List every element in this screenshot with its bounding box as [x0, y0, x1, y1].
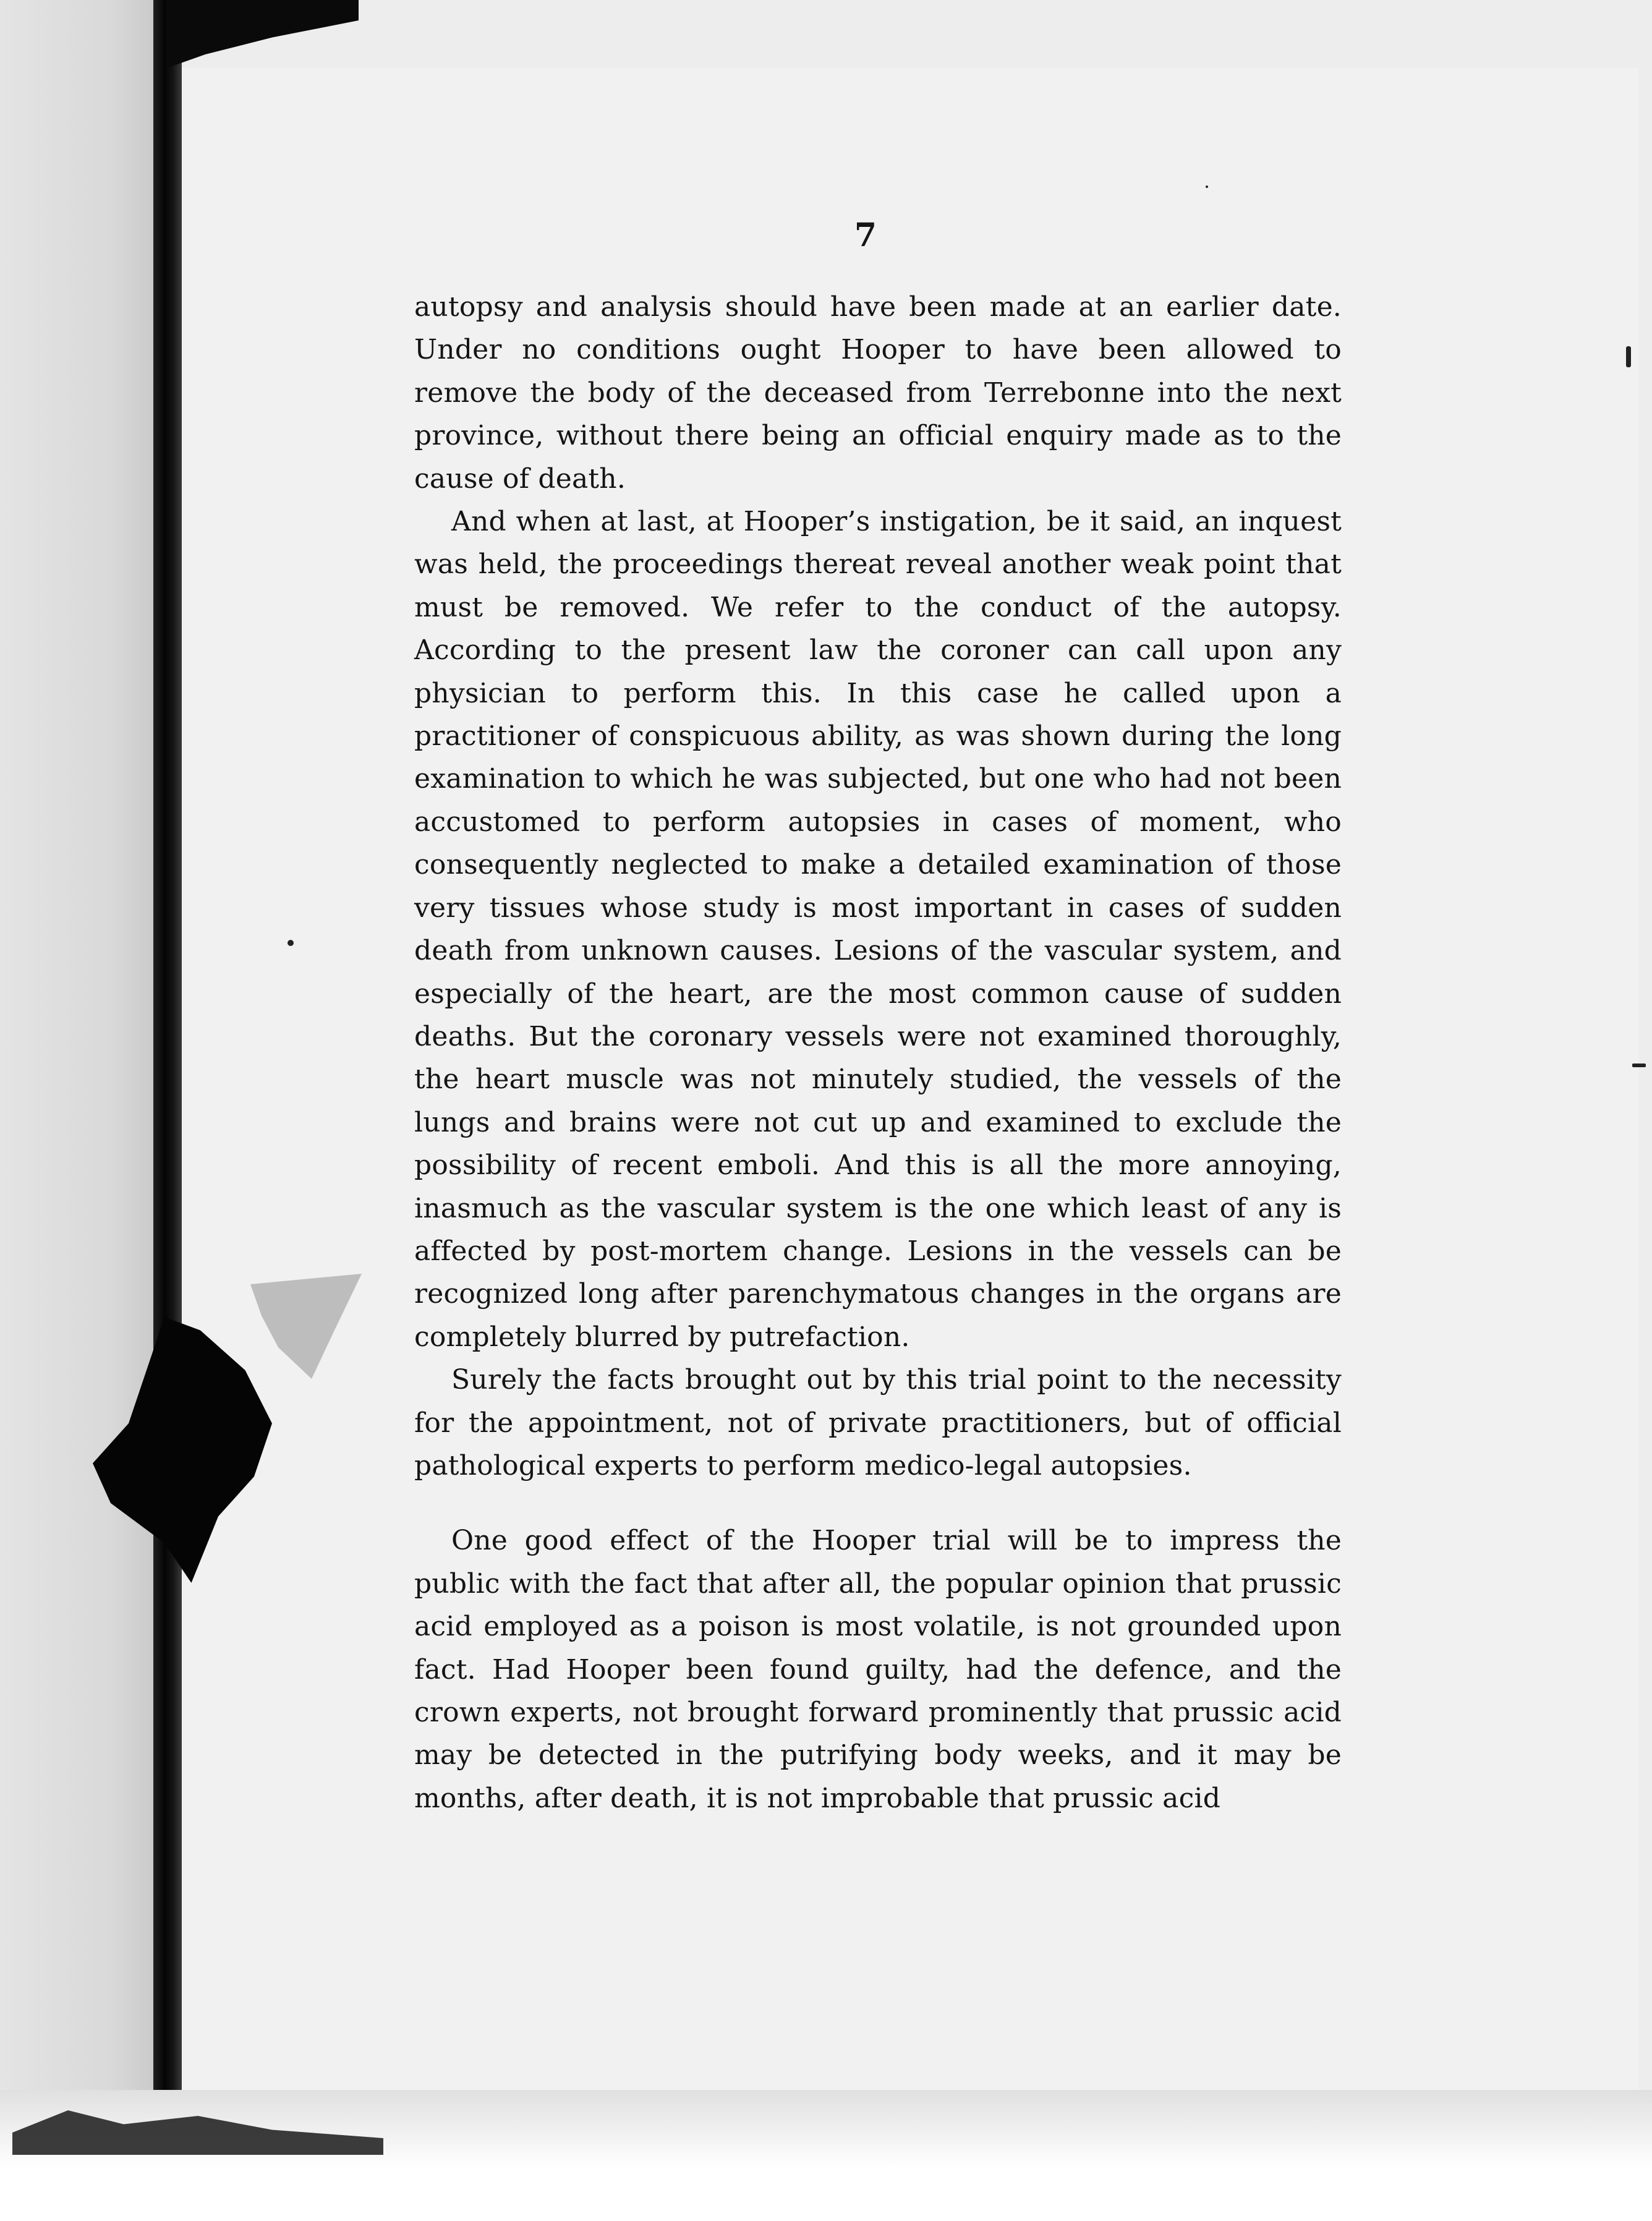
page-number: 7	[854, 216, 877, 254]
ink-speck	[287, 940, 294, 946]
ink-speck	[1632, 1064, 1646, 1067]
left-page-edge	[0, 0, 158, 2221]
paragraph: And when at last, at Hooper’s instigation, be it said, an inquest was held, the proceedings thereat reveal another weak point that must be removed. We refer to the conduct of the autopsy. According to the present law the coroner can call upon any physician to perform this. In this case he called upon a practitioner of conspicuous ability, as was shown during the long examination to which he was subjected, but one who had not been accustomed to perform autopsies in cases of moment, who consequently neglected to make a detailed examination of those very tissues whose study is most important in cases of sudden death from unknown causes. Lesions of the vascular system, and especially of the heart, are the most common cause of sudden deaths. But the coronary vessels were not examined thoroughly, the heart muscle was not minutely studied, the vessels of the lungs and brains were not cut up and examined to exclude the possibility of recent emboli. And this is all the more annoying, inasmuch as the vascular system is the one which least of any is affected by post-mortem change. Lesions in the vessels can be recognized long after parenchymatous changes in the organs are completely blurred by putrefaction.	[414, 506, 1342, 1353]
ink-speck	[1626, 346, 1631, 367]
bottom-page-edge	[0, 2090, 1652, 2221]
binding-shadow-top	[167, 0, 359, 68]
paragraph: Surely the facts brought out by this trial point to the necessity for the appointment, not of private practitioners, but of official pathological experts to perform medico-legal autopsies.	[414, 1364, 1342, 1481]
paragraph: One good effect of the Hooper trial will be to impress the public with the fact that after all, the popular opinion that prussic acid employed as a poison is most volatile, is not grounded upon fact. Had Hooper been found guilty, had the defence, and the crown experts, not brought forward prominently that prussic acid may be detected in the putrifying body weeks, and it may be months, after death, it is not improbable that prussic acid	[414, 1525, 1342, 1814]
ink-speck	[1206, 185, 1208, 188]
binding-gutter	[153, 0, 182, 2127]
paragraph: autopsy and analysis should have been made at an earlier date. Under no conditions ought Hooper to have been allowed to remove the body of the deceased from Terrebonne into the next province, without there being an official enquiry made as to the cause of death.	[414, 291, 1342, 495]
body-text	[414, 286, 1342, 1820]
